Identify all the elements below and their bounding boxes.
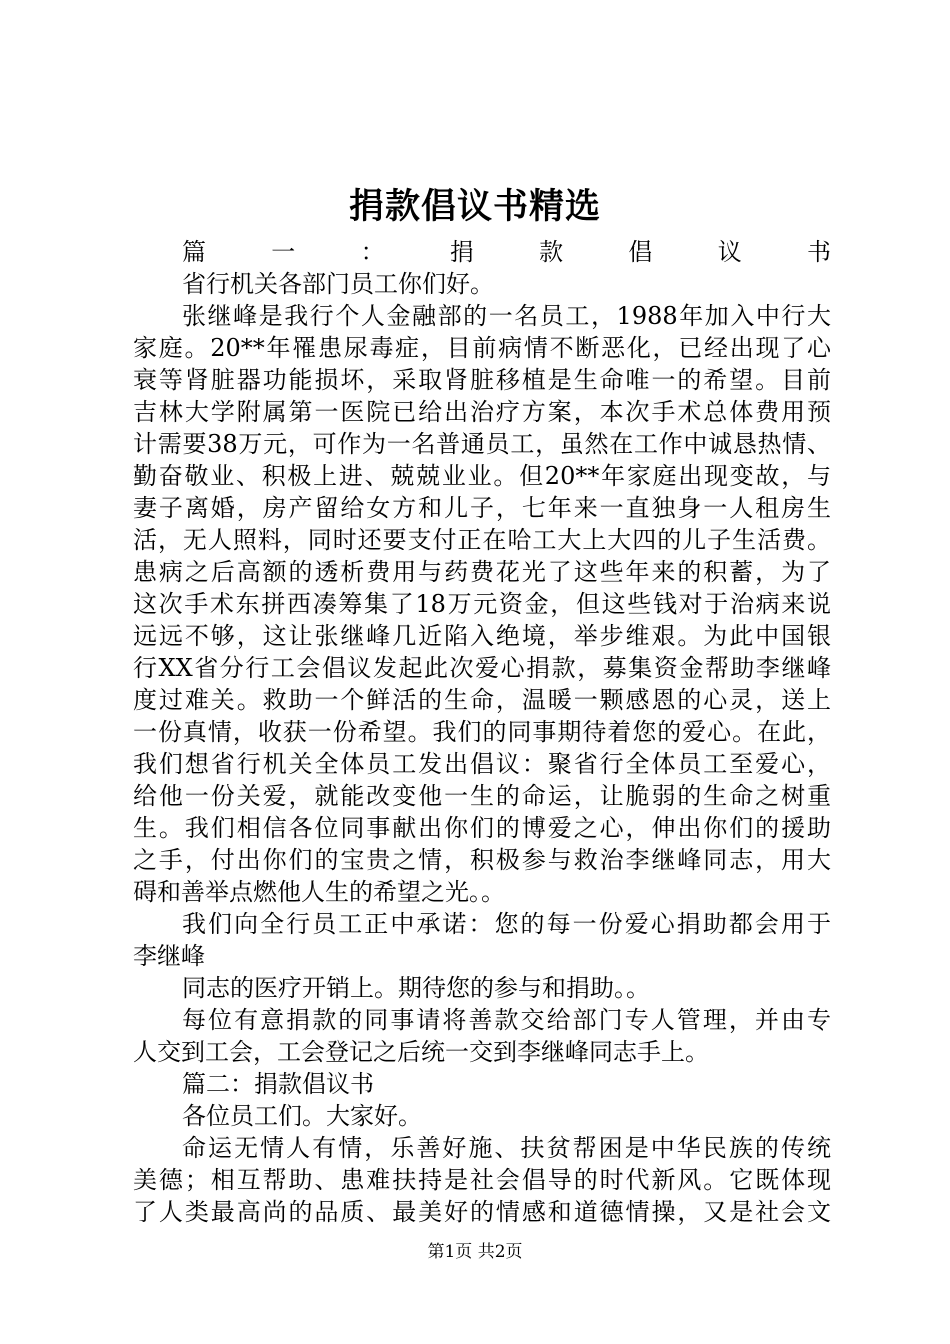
document-body	[133, 236, 831, 1228]
body-line: 给他一份关爱，就能改变他一生的命运，让脆弱的生命之树重	[133, 782, 831, 810]
document-title: 捐款倡议书精选	[348, 186, 601, 227]
body-line: 张继峰是我行个人金融部的一名员工，1988年加入中行大	[182, 302, 831, 330]
body-line: 生。我们相信各位同事献出你们的博爱之心，伸出你们的援助	[133, 814, 831, 842]
body-line: 之手，付出你们的宝贵之情，积极参与救治李继峰同志，用大	[133, 846, 831, 874]
body-line: 人交到工会，工会登记之后统一交到李继峰同志手上。	[133, 1038, 709, 1066]
body-line: 这次手术东拼西凑筹集了18万元资金，但这些钱对于治病来说	[133, 590, 831, 618]
body-line: 行XX省分行工会倡议发起此次爱心捐款，募集资金帮助李继峰	[133, 654, 831, 682]
body-line: 碍和善举点燃他人生的希望之光。。	[133, 878, 505, 906]
body-line: 活，无人照料，同时还要支付正在哈工大上大四的儿子生活费。	[133, 526, 831, 554]
body-line: 一份真情，收获一份希望。我们的同事期待着您的爱心。在此，	[133, 718, 831, 746]
body-line: 妻子离婚，房产留给女方和儿子，七年来一直独身一人租房生	[133, 494, 831, 522]
salutation-2: 各位员工们。大家好。	[182, 1102, 422, 1130]
section-heading-1: 篇一：捐款倡议书	[182, 238, 831, 266]
body-line: 命运无情人有情，乐善好施、扶贫帮困是中华民族的传统	[182, 1134, 831, 1162]
body-line: 衰等肾脏器功能损坏，采取肾脏移植是生命唯一的希望。目前	[133, 366, 831, 394]
body-line: 计需要38万元，可作为一名普通员工，虽然在工作中诚恳热情、	[133, 430, 831, 458]
body-line: 度过难关。救助一个鲜活的生命，温暖一颗感恩的心灵，送上	[133, 686, 831, 714]
body-line: 患病之后高额的透析费用与药费花光了这些年来的积蓄，为了	[133, 558, 831, 586]
body-line: 李继峰	[133, 942, 205, 970]
body-line: 勤奋敬业、积极上进、兢兢业业。但20**年家庭出现变故，与	[133, 462, 831, 490]
body-line: 家庭。20**年罹患尿毒症，目前病情不断恶化，已经出现了心	[133, 334, 831, 362]
body-line: 美德；相互帮助、患难扶持是社会倡导的时代新风。它既体现	[133, 1166, 831, 1194]
body-line: 了人类最高尚的品质、最美好的情感和道德情操，又是社会文	[133, 1198, 831, 1226]
salutation-1: 省行机关各部门员工你们好。	[182, 270, 494, 298]
section-heading-2: 篇二：捐款倡议书	[182, 1070, 374, 1098]
body-line: 吉林大学附属第一医院已给出治疗方案，本次手术总体费用预	[133, 398, 831, 426]
body-line: 我们向全行员工正中承诺：您的每一份爱心捐助都会用于	[182, 910, 831, 938]
page-number-footer: 第1页 共2页	[427, 1242, 523, 1262]
body-line: 同志的医疗开销上。期待您的参与和捐助。。	[182, 974, 650, 1002]
body-line: 每位有意捐款的同事请将善款交给部门专人管理，并由专	[182, 1006, 831, 1034]
body-line: 远远不够，这让张继峰几近陷入绝境，举步维艰。为此中国银	[133, 622, 831, 650]
body-line: 我们想省行机关全体员工发出倡议：聚省行全体员工至爱心，	[133, 750, 831, 778]
